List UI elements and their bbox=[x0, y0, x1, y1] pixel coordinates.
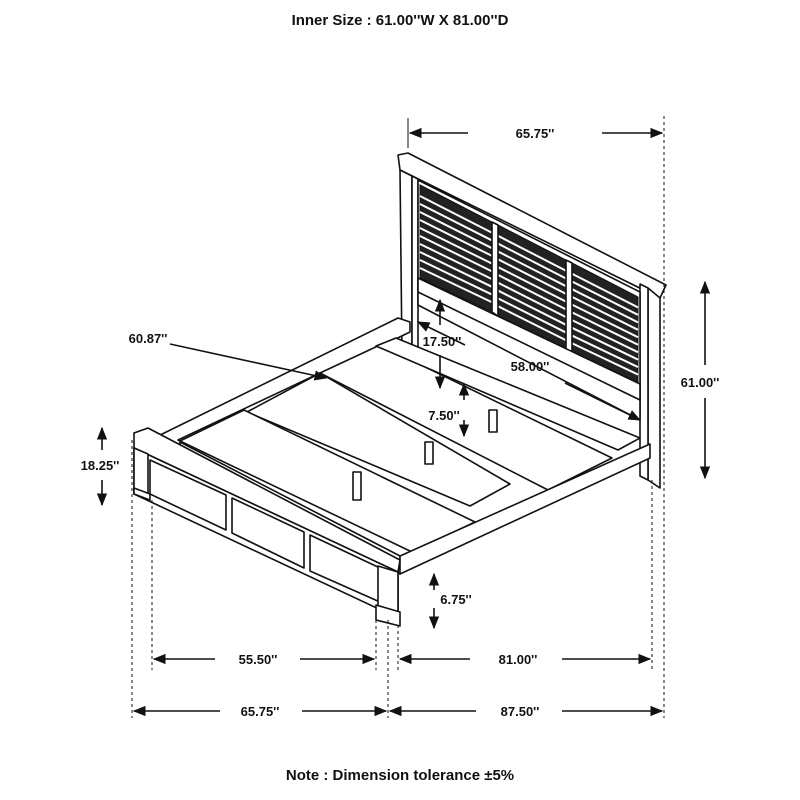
dim-overall-height: 61.00'' bbox=[680, 375, 720, 390]
bed-illustration bbox=[134, 153, 666, 626]
dim-overall-length: 87.50'' bbox=[500, 704, 540, 719]
dim-ground-clearance: 6.75'' bbox=[440, 592, 472, 607]
dim-slat-clearance: 7.50'' bbox=[428, 408, 460, 423]
tolerance-note: Note : Dimension tolerance ±5% bbox=[285, 767, 515, 784]
dim-headboard-width: 65.75'' bbox=[515, 126, 555, 141]
dim-footboard-height: 18.25'' bbox=[80, 458, 120, 473]
dim-slat-height: 17.50'' bbox=[422, 334, 462, 349]
inner-size-title: Inner Size : 61.00''W X 81.00''D bbox=[291, 12, 509, 29]
dim-inner-width: 55.50'' bbox=[238, 652, 278, 667]
dim-overall-width: 65.75'' bbox=[240, 704, 280, 719]
dim-diagonal-width: 60.87'' bbox=[128, 331, 168, 346]
dim-inner-depth: 81.00'' bbox=[498, 652, 538, 667]
dim-rail-length: 58.00'' bbox=[510, 359, 550, 374]
